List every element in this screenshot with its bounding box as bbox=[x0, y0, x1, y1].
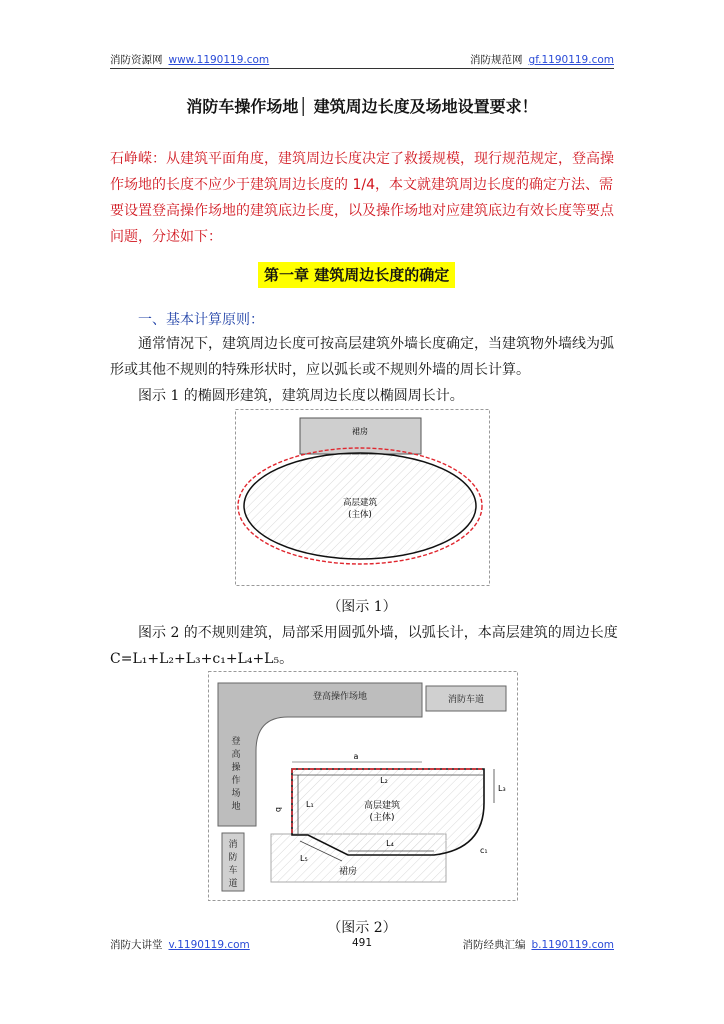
svg-text:作: 作 bbox=[231, 776, 241, 786]
figure2-caption: （图示 2） bbox=[327, 920, 397, 936]
podium-label: 裙房 bbox=[352, 427, 368, 436]
main-label-line2: (主体) bbox=[348, 510, 372, 520]
page-header bbox=[110, 50, 614, 69]
page-number: 491 bbox=[351, 937, 373, 949]
figure1-caption: （图示 1） bbox=[327, 599, 397, 615]
svg-text:场: 场 bbox=[231, 789, 241, 799]
main-label-line1: 高层建筑 bbox=[363, 801, 401, 811]
paragraph-figure1-intro: 图示 1 的椭圆形建筑，建筑周边长度以椭圆周长计。 bbox=[138, 388, 464, 404]
svg-text:车: 车 bbox=[228, 866, 238, 876]
figure-2 bbox=[208, 671, 518, 901]
article-title: 消防车操作场地│ 建筑周边长度及场地设置要求！ bbox=[186, 97, 538, 116]
label-c1: c₁ bbox=[480, 846, 488, 855]
podium-block bbox=[300, 418, 421, 454]
header-left: 消防资源网 www.1190119.com bbox=[110, 54, 270, 66]
label-L5: L₅ bbox=[300, 854, 308, 863]
label-L2: L₂ bbox=[380, 776, 388, 785]
svg-text:道: 道 bbox=[228, 879, 238, 889]
svg-text:地: 地 bbox=[231, 802, 241, 812]
paragraph-principle: 通常情况下，建筑周边长度可按高层建筑外墙长度确定，当建筑物外墙线为弧形或其他不规则的特殊形状时，应以弧长或不规则外墙的周长计算。 bbox=[110, 336, 614, 378]
main-label-line2: (主体) bbox=[369, 813, 395, 823]
label-L3: L₃ bbox=[498, 784, 506, 793]
svg-text:操: 操 bbox=[231, 763, 241, 773]
svg-text:高: 高 bbox=[231, 750, 241, 760]
paragraph-figure2-intro: 图示 2 的不规则建筑，局部采用圆弧外墙，以弧长计，本高层建筑的周边长度 C=L₁+L₂+L₃+c₁+L₄+L₅。 bbox=[110, 625, 618, 667]
footer-right-link[interactable]: b.1190119.com bbox=[531, 939, 614, 951]
podium-label: 裙房 bbox=[338, 867, 358, 877]
label-L4: L₄ bbox=[386, 839, 394, 848]
header-right-link[interactable]: gf.1190119.com bbox=[528, 54, 614, 66]
svg-text:消: 消 bbox=[228, 840, 238, 850]
chapter-heading: 第一章 建筑周边长度的确定 bbox=[258, 262, 455, 288]
header-left-link[interactable]: www.1190119.com bbox=[168, 54, 270, 66]
fire-road-label: 消防车道 bbox=[447, 695, 485, 705]
svg-text:登: 登 bbox=[231, 737, 241, 747]
label-b: b bbox=[274, 807, 283, 813]
label-a: a bbox=[353, 752, 359, 761]
main-label-line1: 高层建筑 bbox=[342, 498, 378, 508]
platform-label: 登高操作场地 bbox=[312, 692, 368, 702]
section-heading: 一、基本计算原则： bbox=[138, 312, 264, 328]
header-right: 消防规范网 gf.1190119.com bbox=[470, 54, 614, 66]
footer-left-link[interactable]: v.1190119.com bbox=[168, 939, 250, 951]
footer-left: 消防大讲堂 v.1190119.com bbox=[110, 939, 250, 951]
label-L1: L₁ bbox=[306, 800, 314, 809]
svg-text:防: 防 bbox=[228, 853, 238, 863]
footer-right: 消防经典汇编 b.1190119.com bbox=[462, 939, 614, 951]
figure-1 bbox=[235, 409, 490, 586]
intro-paragraph: 石峥嵘：从建筑平面角度，建筑周边长度决定了救援规模，现行规范规定，登高操作场地的长度不应少于建筑周边长度的 1/4，本文就建筑周边长度的确定方法、需要设置登高操作场地的建筑底边长度，以及操作场地对应建筑底边有效长度等要点问题，分述如下： bbox=[110, 151, 614, 245]
